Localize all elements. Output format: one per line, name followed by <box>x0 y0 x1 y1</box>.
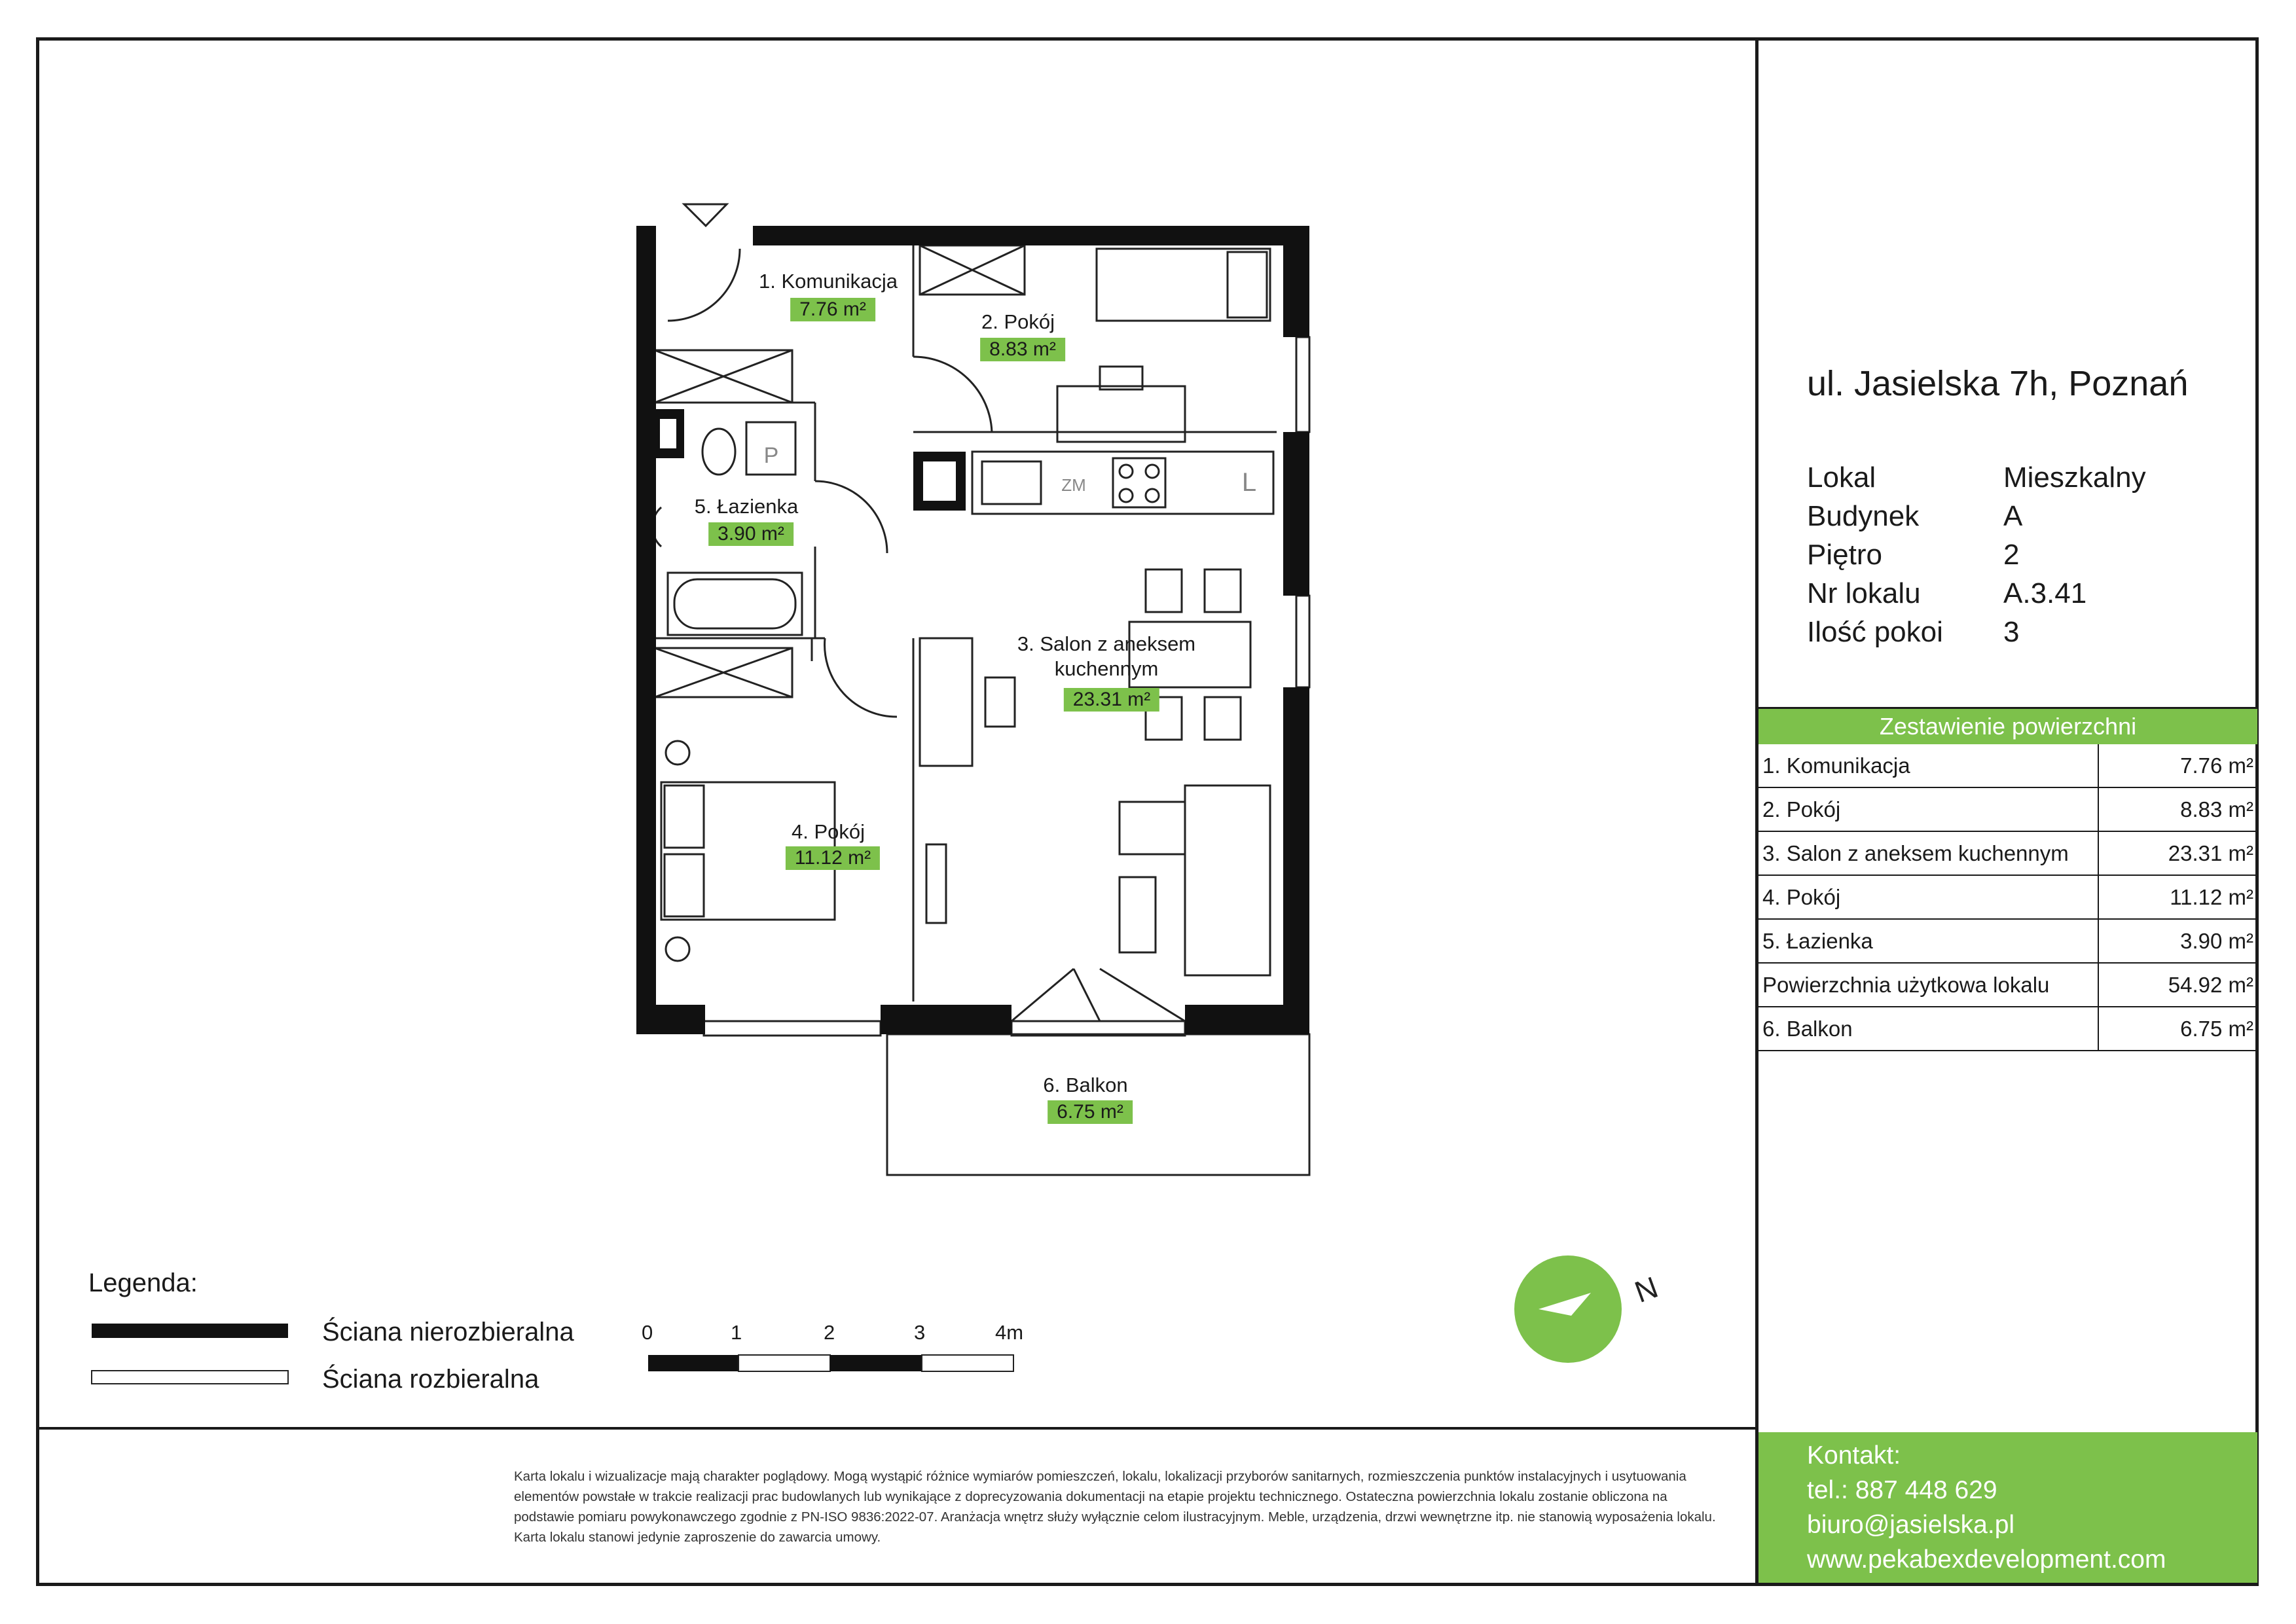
fridge-label: L <box>1241 468 1257 497</box>
table-row <box>1758 919 2257 963</box>
unit-info-label: Budynek <box>1807 500 1920 532</box>
area-value: 8.83 m² <box>2098 787 2257 831</box>
area-name: 5. Łazienka <box>1758 919 2098 963</box>
north-arrow <box>1514 1255 1622 1363</box>
area-name: 2. Pokój <box>1758 787 2098 831</box>
contact-box <box>1758 1432 2257 1583</box>
unit-info-value: A <box>2003 500 2023 532</box>
legend-solid-swatch <box>92 1324 288 1338</box>
areas-table <box>1758 744 2257 1051</box>
entrance-marker <box>684 204 727 226</box>
area-value: 54.92 m² <box>2098 963 2257 1007</box>
room-name-lazienka: 5. Łazienka <box>694 495 799 518</box>
washer-label: P <box>763 443 779 468</box>
contact-title: Kontakt: <box>1807 1441 1901 1470</box>
area-value: 6.75 m² <box>2098 1007 2257 1051</box>
area-value: 3.90 m² <box>2098 919 2257 963</box>
room-area-pokoj-2: 8.83 m² <box>980 338 1065 361</box>
table-row <box>1758 787 2257 831</box>
scale-label-0: 0 <box>642 1321 653 1344</box>
room-area-lazienka: 3.90 m² <box>708 522 793 546</box>
table-row <box>1758 875 2257 919</box>
frame-bottom <box>36 1583 2259 1586</box>
unit-info-value: 2 <box>2003 539 2020 571</box>
contact-email-link[interactable]: biuro@jasielska.pl <box>1807 1511 2015 1539</box>
room-area-komunikacja: 7.76 m² <box>790 298 875 321</box>
area-value: 23.31 m² <box>2098 831 2257 875</box>
scale-label-1: 1 <box>731 1321 742 1344</box>
unit-info-value: A.3.41 <box>2003 577 2087 609</box>
scale-label-4: 4m <box>995 1321 1024 1344</box>
table-row <box>1758 831 2257 875</box>
room-area-pokoj-4: 11.12 m² <box>786 846 880 870</box>
contact-phone[interactable]: tel.: 887 448 629 <box>1807 1476 1997 1504</box>
area-name: 1. Komunikacja <box>1758 744 2098 787</box>
unit-info-row <box>1807 577 2087 610</box>
scale-label-2: 2 <box>824 1321 835 1344</box>
unit-info-row <box>1807 539 2020 571</box>
room-name-salon-2: kuchennym <box>1054 657 1159 680</box>
room-name-balkon: 6. Balkon <box>1043 1074 1128 1096</box>
legend-light-swatch <box>92 1371 288 1384</box>
legend-light-label: Ściana rozbieralna <box>322 1365 539 1394</box>
frame-divider-footer <box>36 1427 1758 1430</box>
unit-info-label: Piętro <box>1807 539 1882 571</box>
contact-website-link[interactable]: www.pekabexdevelopment.com <box>1807 1545 2166 1574</box>
unit-info-row <box>1807 616 2020 649</box>
area-value: 7.76 m² <box>2098 744 2257 787</box>
unit-info-row <box>1807 461 2146 494</box>
area-name: 4. Pokój <box>1758 875 2098 919</box>
unit-info-label: Nr lokalu <box>1807 577 1921 609</box>
room-name-komunikacja: 1. Komunikacja <box>759 270 898 293</box>
unit-info-value: 3 <box>2003 616 2020 648</box>
room-area-balkon: 6.75 m² <box>1048 1100 1133 1124</box>
room-area-salon: 23.31 m² <box>1064 688 1159 712</box>
legend-title: Legenda: <box>88 1269 198 1297</box>
room-name-pokoj-4: 4. Pokój <box>791 820 866 843</box>
unit-info-value: Mieszkalny <box>2003 461 2146 494</box>
room-name-pokoj-2: 2. Pokój <box>981 310 1055 333</box>
unit-info-row <box>1807 500 2023 533</box>
table-row <box>1758 963 2257 1007</box>
area-name: 3. Salon z aneksem kuchennym <box>1758 831 2098 875</box>
area-value: 11.12 m² <box>2098 875 2257 919</box>
scale-bar <box>648 1355 1013 1371</box>
area-name: Powierzchnia użytkowa lokalu <box>1758 963 2098 1007</box>
dishwasher-label: ZM <box>1061 475 1086 495</box>
table-row <box>1758 1007 2257 1051</box>
areas-title: Zestawienie powierzchni <box>1758 709 2257 744</box>
area-name: 6. Balkon <box>1758 1007 2098 1051</box>
room-name-salon-1: 3. Salon z aneksem <box>1017 632 1196 655</box>
legend-solid-label: Ściana nierozbieralna <box>322 1318 574 1346</box>
disclaimer-text: Karta lokalu i wizualizacje mają charakter poglądowy. Mogą wystąpić różnice wymiarów pomieszczeń, lokalu, lokalizacji przyborów sanitarnych, rozmieszczenia punktów instalacyjnych i usytuowania elementów powstałe w trakcie realizacji prac budowlanych lub wynikające z doprecyzowania dokumentacji na etapie projektu technicznego. Ostateczna powierzchnia lokalu zostanie obliczona na podstawie pomiaru powykonawczego zgodnie z PN-ISO 9836:2022-07. Aranżacja wnętrz służy wyłącznie celom ilustracyjnym. Meble, urządzenia, drzwi wewnętrzne itp. nie stanowią wyposażenia lokalu. Karta lokalu stanowi jedynie zaproszenie do zawarcia umowy. <box>514 1469 1716 1545</box>
address-title: ul. Jasielska 7h, Poznań <box>1807 364 2189 403</box>
unit-info-label: Ilość pokoi <box>1807 616 1943 648</box>
north-label: N <box>1630 1269 1663 1310</box>
scale-label-3: 3 <box>914 1321 926 1344</box>
table-row <box>1758 744 2257 787</box>
unit-info-label: Lokal <box>1807 461 1876 494</box>
